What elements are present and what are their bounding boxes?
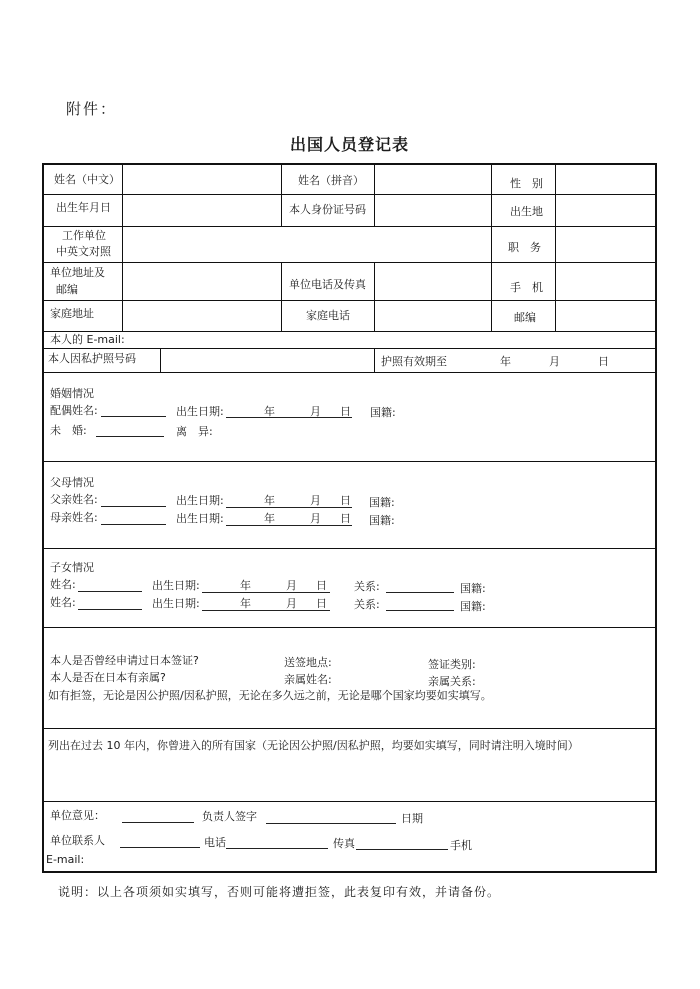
label-mobile: 手 机	[510, 281, 543, 294]
child2-month: 月	[286, 597, 297, 610]
spouse-birth-field[interactable]	[226, 417, 352, 418]
unit-contact-field[interactable]	[120, 847, 200, 848]
parents-heading: 父母情况	[50, 476, 94, 489]
label-relative-relation: 亲属关系:	[428, 675, 476, 688]
mother-year: 年	[264, 512, 275, 525]
table-border-top	[42, 163, 656, 165]
label-position: 职 务	[508, 241, 541, 254]
father-birth-field[interactable]	[226, 507, 352, 508]
label-work-unit-bilingual: 中英文对照	[56, 245, 111, 258]
label-private-passport: 本人因私护照号码	[48, 352, 136, 365]
father-name-field[interactable]	[101, 506, 166, 507]
label-unmarried: 未 婚:	[50, 424, 87, 437]
passport-day: 日	[598, 355, 609, 368]
label-father-nationality: 国籍:	[369, 496, 395, 509]
child1-year: 年	[240, 579, 251, 592]
label-mother-nationality: 国籍:	[369, 514, 395, 527]
countries-instruction: 列出在过去 10 年内，你曾进入的所有国家（无论因公护照/因私护照，均要如实填写，同时请注明入境时间）	[48, 739, 579, 752]
table-border-left	[42, 163, 44, 872]
spouse-day: 日	[340, 405, 351, 418]
child2-birth-field[interactable]	[202, 610, 330, 611]
label-father-birth: 出生日期:	[176, 494, 224, 507]
label-unit-postcode: 邮编	[56, 283, 78, 296]
page-title: 出国人员登记表	[290, 135, 410, 154]
father-year: 年	[264, 494, 275, 507]
label-divorced: 离 异:	[176, 425, 213, 438]
mother-month: 月	[310, 512, 321, 525]
label-child2-nationality: 国籍:	[460, 600, 486, 613]
child2-year: 年	[240, 597, 251, 610]
label-submit-place: 送签地点:	[284, 656, 332, 669]
label-mother-name: 母亲姓名:	[50, 511, 98, 524]
label-relative-name: 亲属姓名:	[284, 673, 332, 686]
unmarried-field[interactable]	[96, 436, 164, 437]
label-unit-mobile: 手机	[450, 839, 472, 852]
table-border-right	[655, 163, 657, 872]
label-home-address: 家庭地址	[50, 307, 94, 320]
label-child1-name: 姓名:	[50, 578, 76, 591]
passport-month: 月	[549, 355, 560, 368]
child1-name-field[interactable]	[78, 591, 142, 592]
label-fax: 传真	[333, 837, 355, 850]
label-visa-question: 本人是否曾经申请过日本签证?	[50, 654, 199, 667]
phone-field[interactable]	[226, 848, 328, 849]
spouse-year: 年	[264, 405, 275, 418]
spouse-name-field[interactable]	[101, 416, 166, 417]
child1-month: 月	[286, 579, 297, 592]
father-month: 月	[310, 494, 321, 507]
label-birth-place: 出生地	[510, 205, 543, 218]
label-unit-address: 单位地址及	[50, 266, 105, 279]
father-day: 日	[340, 494, 351, 507]
mother-day: 日	[340, 512, 351, 525]
label-home-phone: 家庭电话	[306, 309, 350, 322]
signature-field[interactable]	[266, 823, 396, 824]
label-spouse-name: 配偶姓名:	[50, 404, 98, 417]
label-work-unit: 工作单位	[62, 229, 106, 242]
mother-birth-field[interactable]	[226, 525, 352, 526]
label-relatives-question: 本人是否在日本有亲属?	[50, 671, 166, 684]
fax-field[interactable]	[356, 849, 448, 850]
unit-opinion-field[interactable]	[122, 822, 194, 823]
label-child2-birth: 出生日期:	[152, 597, 200, 610]
label-spouse-birth: 出生日期:	[176, 405, 224, 418]
label-phone: 电话	[204, 836, 226, 849]
label-unit-email: E-mail:	[46, 853, 85, 866]
label-postcode: 邮编	[514, 311, 536, 324]
footer-note: 说明：以上各项须如实填写，否则可能将遭拒签，此表复印有效，并请备份。	[58, 885, 501, 899]
table-border-bottom	[42, 871, 657, 873]
label-child2-relation: 关系:	[354, 598, 380, 611]
label-visa-type: 签证类别:	[428, 658, 476, 671]
marriage-heading: 婚姻情况	[50, 387, 94, 400]
label-name-pinyin: 姓名（拼音）	[298, 174, 364, 187]
label-unit-phone-fax: 单位电话及传真	[289, 278, 366, 291]
label-gender: 性 别	[510, 177, 543, 190]
label-email: 本人的 E-mail:	[50, 333, 125, 346]
child1-day: 日	[316, 579, 327, 592]
label-child2-name: 姓名:	[50, 596, 76, 609]
label-name-cn: 姓名（中文）	[54, 173, 120, 186]
attachment-label: 附件：	[66, 100, 118, 118]
spouse-month: 月	[310, 405, 321, 418]
label-child1-relation: 关系:	[354, 580, 380, 593]
label-unit-contact: 单位联系人	[50, 834, 105, 847]
label-child1-birth: 出生日期:	[152, 579, 200, 592]
label-birth-date: 出生年月日	[56, 201, 111, 214]
passport-year: 年	[500, 355, 511, 368]
label-spouse-nationality: 国籍:	[370, 406, 396, 419]
label-date: 日期	[401, 812, 423, 825]
label-passport-valid: 护照有效期至	[381, 355, 447, 368]
label-signature: 负责人签字	[202, 810, 257, 823]
children-heading: 子女情况	[50, 561, 94, 574]
label-child1-nationality: 国籍:	[460, 582, 486, 595]
label-father-name: 父亲姓名:	[50, 493, 98, 506]
child1-relation-field[interactable]	[386, 592, 454, 593]
label-mother-birth: 出生日期:	[176, 512, 224, 525]
child2-day: 日	[316, 597, 327, 610]
child2-name-field[interactable]	[78, 609, 142, 610]
child2-relation-field[interactable]	[386, 610, 454, 611]
child1-birth-field[interactable]	[202, 592, 330, 593]
label-id-number: 本人身份证号码	[289, 203, 366, 216]
label-unit-opinion: 单位意见：	[50, 809, 105, 822]
mother-name-field[interactable]	[101, 524, 166, 525]
rejection-note: 如有拒签，无论是因公护照/因私护照，无论在多久远之前，无论是哪个国家均要如实填写。	[48, 689, 492, 702]
